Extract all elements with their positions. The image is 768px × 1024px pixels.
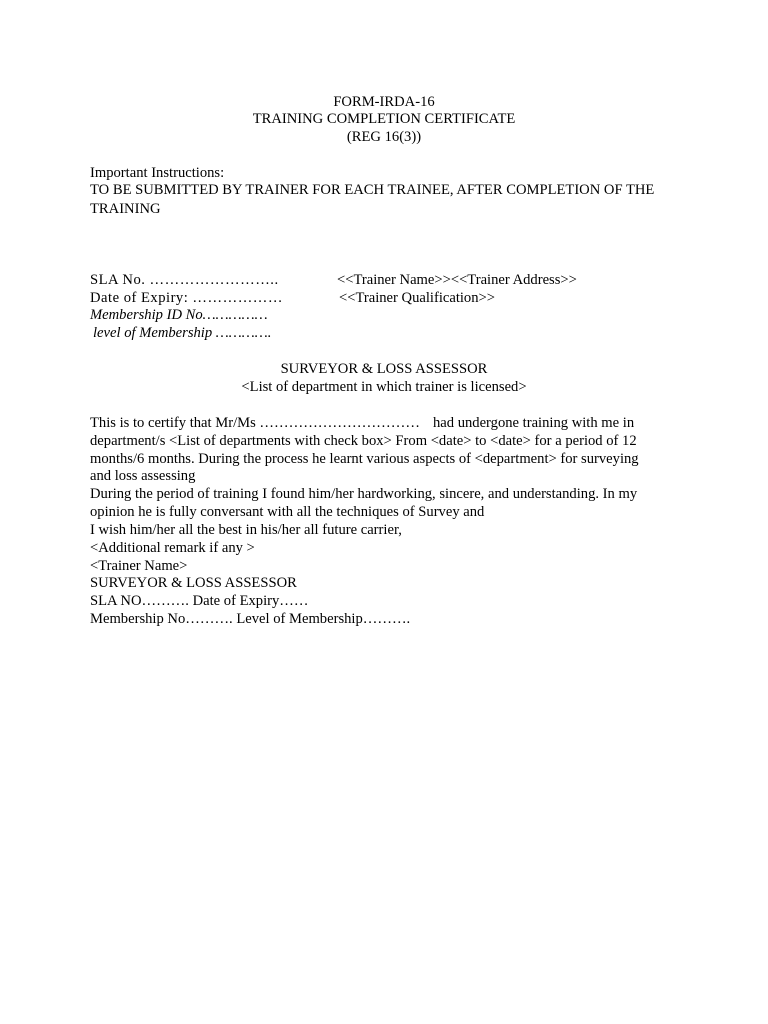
trainer-name-address: <<Trainer Name>><<Trainer Address>>	[337, 272, 577, 288]
signature-membership: Membership No………. Level of Membership……….	[90, 611, 411, 627]
membership-level: level of Membership ………….	[93, 325, 272, 341]
certification-line-6: opinion he is fully conversant with all the techniques of Survey and	[90, 504, 485, 520]
signature-sla-expiry: SLA NO………. Date of Expiry……	[90, 593, 309, 609]
certification-line-1-start: This is to certify that Mr/Ms ……………………………	[90, 415, 420, 431]
form-number: FORM-IRDA-16	[333, 94, 435, 110]
instructions-text-line-1: TO BE SUBMITTED BY TRAINER FOR EACH TRAINEE, AFTER COMPLETION OF THE	[90, 182, 655, 198]
certification-line-1	[90, 414, 634, 432]
instructions-label: Important Instructions:	[90, 165, 225, 181]
section-subtitle: <List of department in which trainer is licensed>	[241, 379, 527, 395]
signature-designation: SURVEYOR & LOSS ASSESSOR	[90, 575, 297, 591]
certification-line-5: During the period of training I found him/her hardworking, sincere, and understanding. In my	[90, 486, 638, 502]
section-title: SURVEYOR & LOSS ASSESSOR	[280, 361, 488, 377]
certification-line-1-end: had undergone training with me in	[432, 415, 635, 431]
membership-id: Membership ID No……………	[90, 307, 268, 323]
signature-trainer-name: <Trainer Name>	[90, 558, 188, 574]
certification-line-3: months/6 months. During the process he learnt various aspects of <department> for surveying	[90, 451, 639, 467]
certificate-title: TRAINING COMPLETION CERTIFICATE	[252, 111, 516, 127]
certification-line-4: and loss assessing	[90, 468, 196, 484]
sla-number: SLA No. ……………………..	[90, 272, 279, 288]
trainer-qualification: <<Trainer Qualification>>	[339, 290, 495, 306]
certification-line-7: I wish him/her all the best in his/her all future carrier,	[90, 522, 402, 538]
date-of-expiry: Date of Expiry: ………………	[90, 290, 283, 306]
certification-line-2: department/s <List of departments with check box> From <date> to <date> for a period of 12	[90, 433, 637, 449]
regulation-reference: (REG 16(3))	[346, 129, 422, 145]
additional-remark: <Additional remark if any >	[90, 540, 255, 556]
instructions-text-line-2: TRAINING	[90, 201, 161, 217]
